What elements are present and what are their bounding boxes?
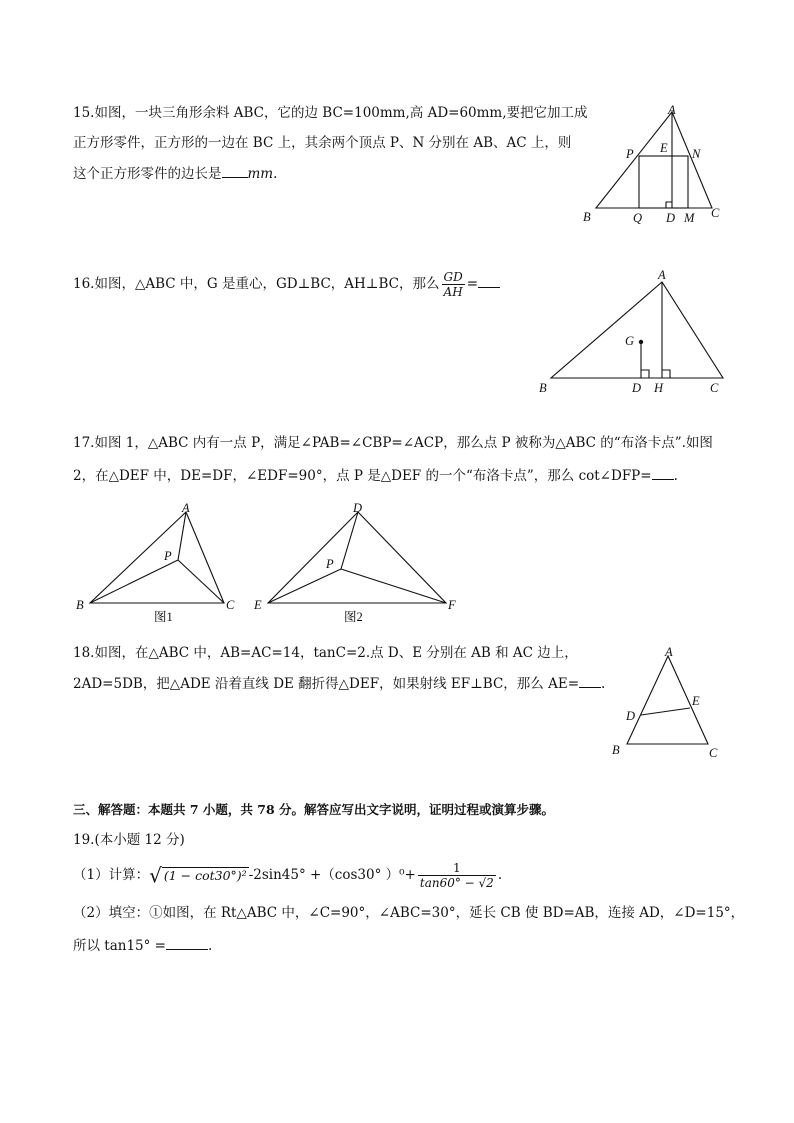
q16-right-angle-d — [641, 370, 649, 378]
q17-fig2-caption: 图2 — [344, 610, 363, 624]
q17-fig1-label-b: B — [76, 598, 84, 612]
q17-fig1-triangle — [90, 512, 224, 603]
q16-fraction — [442, 270, 465, 299]
q15-label-a: A — [668, 103, 676, 117]
q16-label-c: C — [710, 381, 719, 395]
q16-line — [73, 270, 500, 299]
q17-answer-blank[interactable] — [652, 465, 674, 480]
q18-label-c: C — [709, 746, 718, 760]
q19-part1-period: . — [497, 867, 503, 883]
q17-fig1-pc — [178, 560, 224, 603]
q16-frac-num: GD — [443, 270, 463, 284]
q16-figure — [535, 265, 735, 404]
q15-answer-blank[interactable] — [222, 163, 248, 178]
q19-part2-line2 — [73, 935, 212, 956]
q15-label-m: M — [684, 211, 695, 225]
q16-label-h: H — [654, 381, 664, 395]
q17-fig1-caption: 图1 — [154, 610, 173, 624]
q19-part2-text: 所以 tan15° = — [73, 938, 166, 954]
q17-fig2-label-f: F — [448, 598, 456, 612]
q16-right-angle-h — [662, 370, 670, 378]
q15-label-q: Q — [633, 211, 643, 225]
q17-fig2-label-e: E — [254, 598, 262, 612]
q15-label-e: E — [660, 141, 668, 155]
q15-line3-text: 这个正方形零件的边长是 — [73, 166, 222, 182]
q17-fig2-label-p: P — [326, 557, 334, 571]
q17-line2-text: 2，在△DEF 中，DE=DF，∠EDF=90°，点 P 是△DEF 的一个“布洛卡点”，那么 cot∠DFP= — [73, 468, 652, 484]
q17-fig1-pb — [90, 560, 178, 603]
q15-right-angle-mark — [666, 202, 672, 208]
q18-period: . — [601, 676, 606, 692]
q19-part1-mid: -2sin45° +（cos30° ）⁰+ — [248, 867, 416, 883]
q17-fig1-label-c: C — [226, 598, 235, 612]
q16-triangle-abc — [551, 282, 723, 378]
q17-figure-2 — [248, 498, 468, 632]
q15-line2: 正方形零件，正方形的一边在 BC 上，其余两个顶点 P、N 分别在 AB、AC 上，则 — [73, 135, 572, 151]
q16-label-b: B — [539, 381, 547, 395]
q18-label-d: D — [626, 709, 636, 723]
q18-line2-text: 2AD=5DB，把△ADE 沿着直线 DE 翻折得△DEF，如果射线 EF⊥BC，那么 AE= — [73, 676, 580, 692]
q16-frac-den: AH — [443, 285, 463, 299]
q18-label-a: A — [665, 645, 673, 659]
q19-part1-label: （1）计算： — [73, 867, 150, 883]
q17-line2 — [73, 465, 678, 486]
q17-fig1-label-a: A — [182, 501, 190, 515]
q19-answer-blank[interactable] — [166, 935, 208, 950]
q18-label-b: B — [612, 743, 620, 757]
q17-fig2-label-d: D — [353, 501, 363, 515]
q17-fig2-pe — [268, 569, 341, 603]
q15-square — [639, 156, 688, 208]
q19-frac-num: 1 — [418, 861, 496, 876]
q16-text: 16.如图，△ABC 中，G 是重心，GD⊥BC，AH⊥BC，那么 — [73, 276, 440, 292]
q16-centroid-point — [639, 340, 643, 344]
q19-sqrt-content: (1 − cot30°)² — [163, 867, 247, 883]
q18-line2 — [73, 673, 605, 694]
q19-frac-den: tan60° − √2 — [419, 876, 494, 890]
q16-answer-blank[interactable] — [478, 273, 500, 288]
q15-label-c: C — [711, 206, 720, 220]
q15-label-b: B — [583, 210, 591, 224]
q15-unit: mm. — [247, 166, 278, 182]
q17-line1: 17.如图 1，△ABC 内有一点 P，满足∠PAB=∠CBP=∠ACP，那么点 P 被称为△ABC 的“布洛卡点”.如图 — [73, 435, 713, 451]
q18-line1: 18.如图，在△ABC 中，AB=AC=14，tanC=2.点 D、E 分别在 AB 和 AC 边上， — [73, 645, 578, 661]
q17-fig1-label-p: P — [164, 549, 172, 563]
q18-answer-blank[interactable] — [579, 673, 601, 688]
q16-equals: = — [466, 276, 479, 292]
q17-fig2-triangle — [268, 512, 446, 603]
q16-label-d: D — [632, 381, 642, 395]
q15-line3 — [73, 163, 277, 184]
q19-part2-line1: （2）填空：①如图，在 Rt△ABC 中，∠C=90°，∠ABC=30°，延长 CB 使 BD=AB，连接 AD，∠D=15°， — [73, 905, 745, 921]
q19-fraction — [418, 861, 496, 890]
q17-figure-1 — [70, 498, 250, 632]
q16-label-g: G — [625, 334, 635, 348]
q19-header: 19.(本小题 12 分) — [73, 832, 185, 848]
section-3-title: 三、解答题：本题共 7 小题，共 78 分。解答应写出文字说明，证明过程或演算步骤。 — [73, 802, 555, 817]
q15-label-n: N — [692, 147, 701, 161]
q15-figure — [575, 100, 735, 234]
q19-sqrt: √ (1 − cot30°)² — [149, 863, 247, 888]
q18-figure — [608, 640, 728, 769]
q15-label-d: D — [666, 211, 676, 225]
q19-part2-period: . — [208, 938, 213, 954]
q15-line1: 15.如图，一块三角形余料 ABC，它的边 BC=100mm,高 AD=60mm,要把它加工成 — [73, 105, 588, 121]
q17-period: . — [673, 468, 678, 484]
q18-label-e: E — [692, 694, 700, 708]
q18-segment-de — [641, 708, 690, 715]
q16-label-a: A — [658, 268, 666, 282]
q19-part1 — [73, 858, 502, 893]
q15-label-p: P — [626, 147, 634, 161]
